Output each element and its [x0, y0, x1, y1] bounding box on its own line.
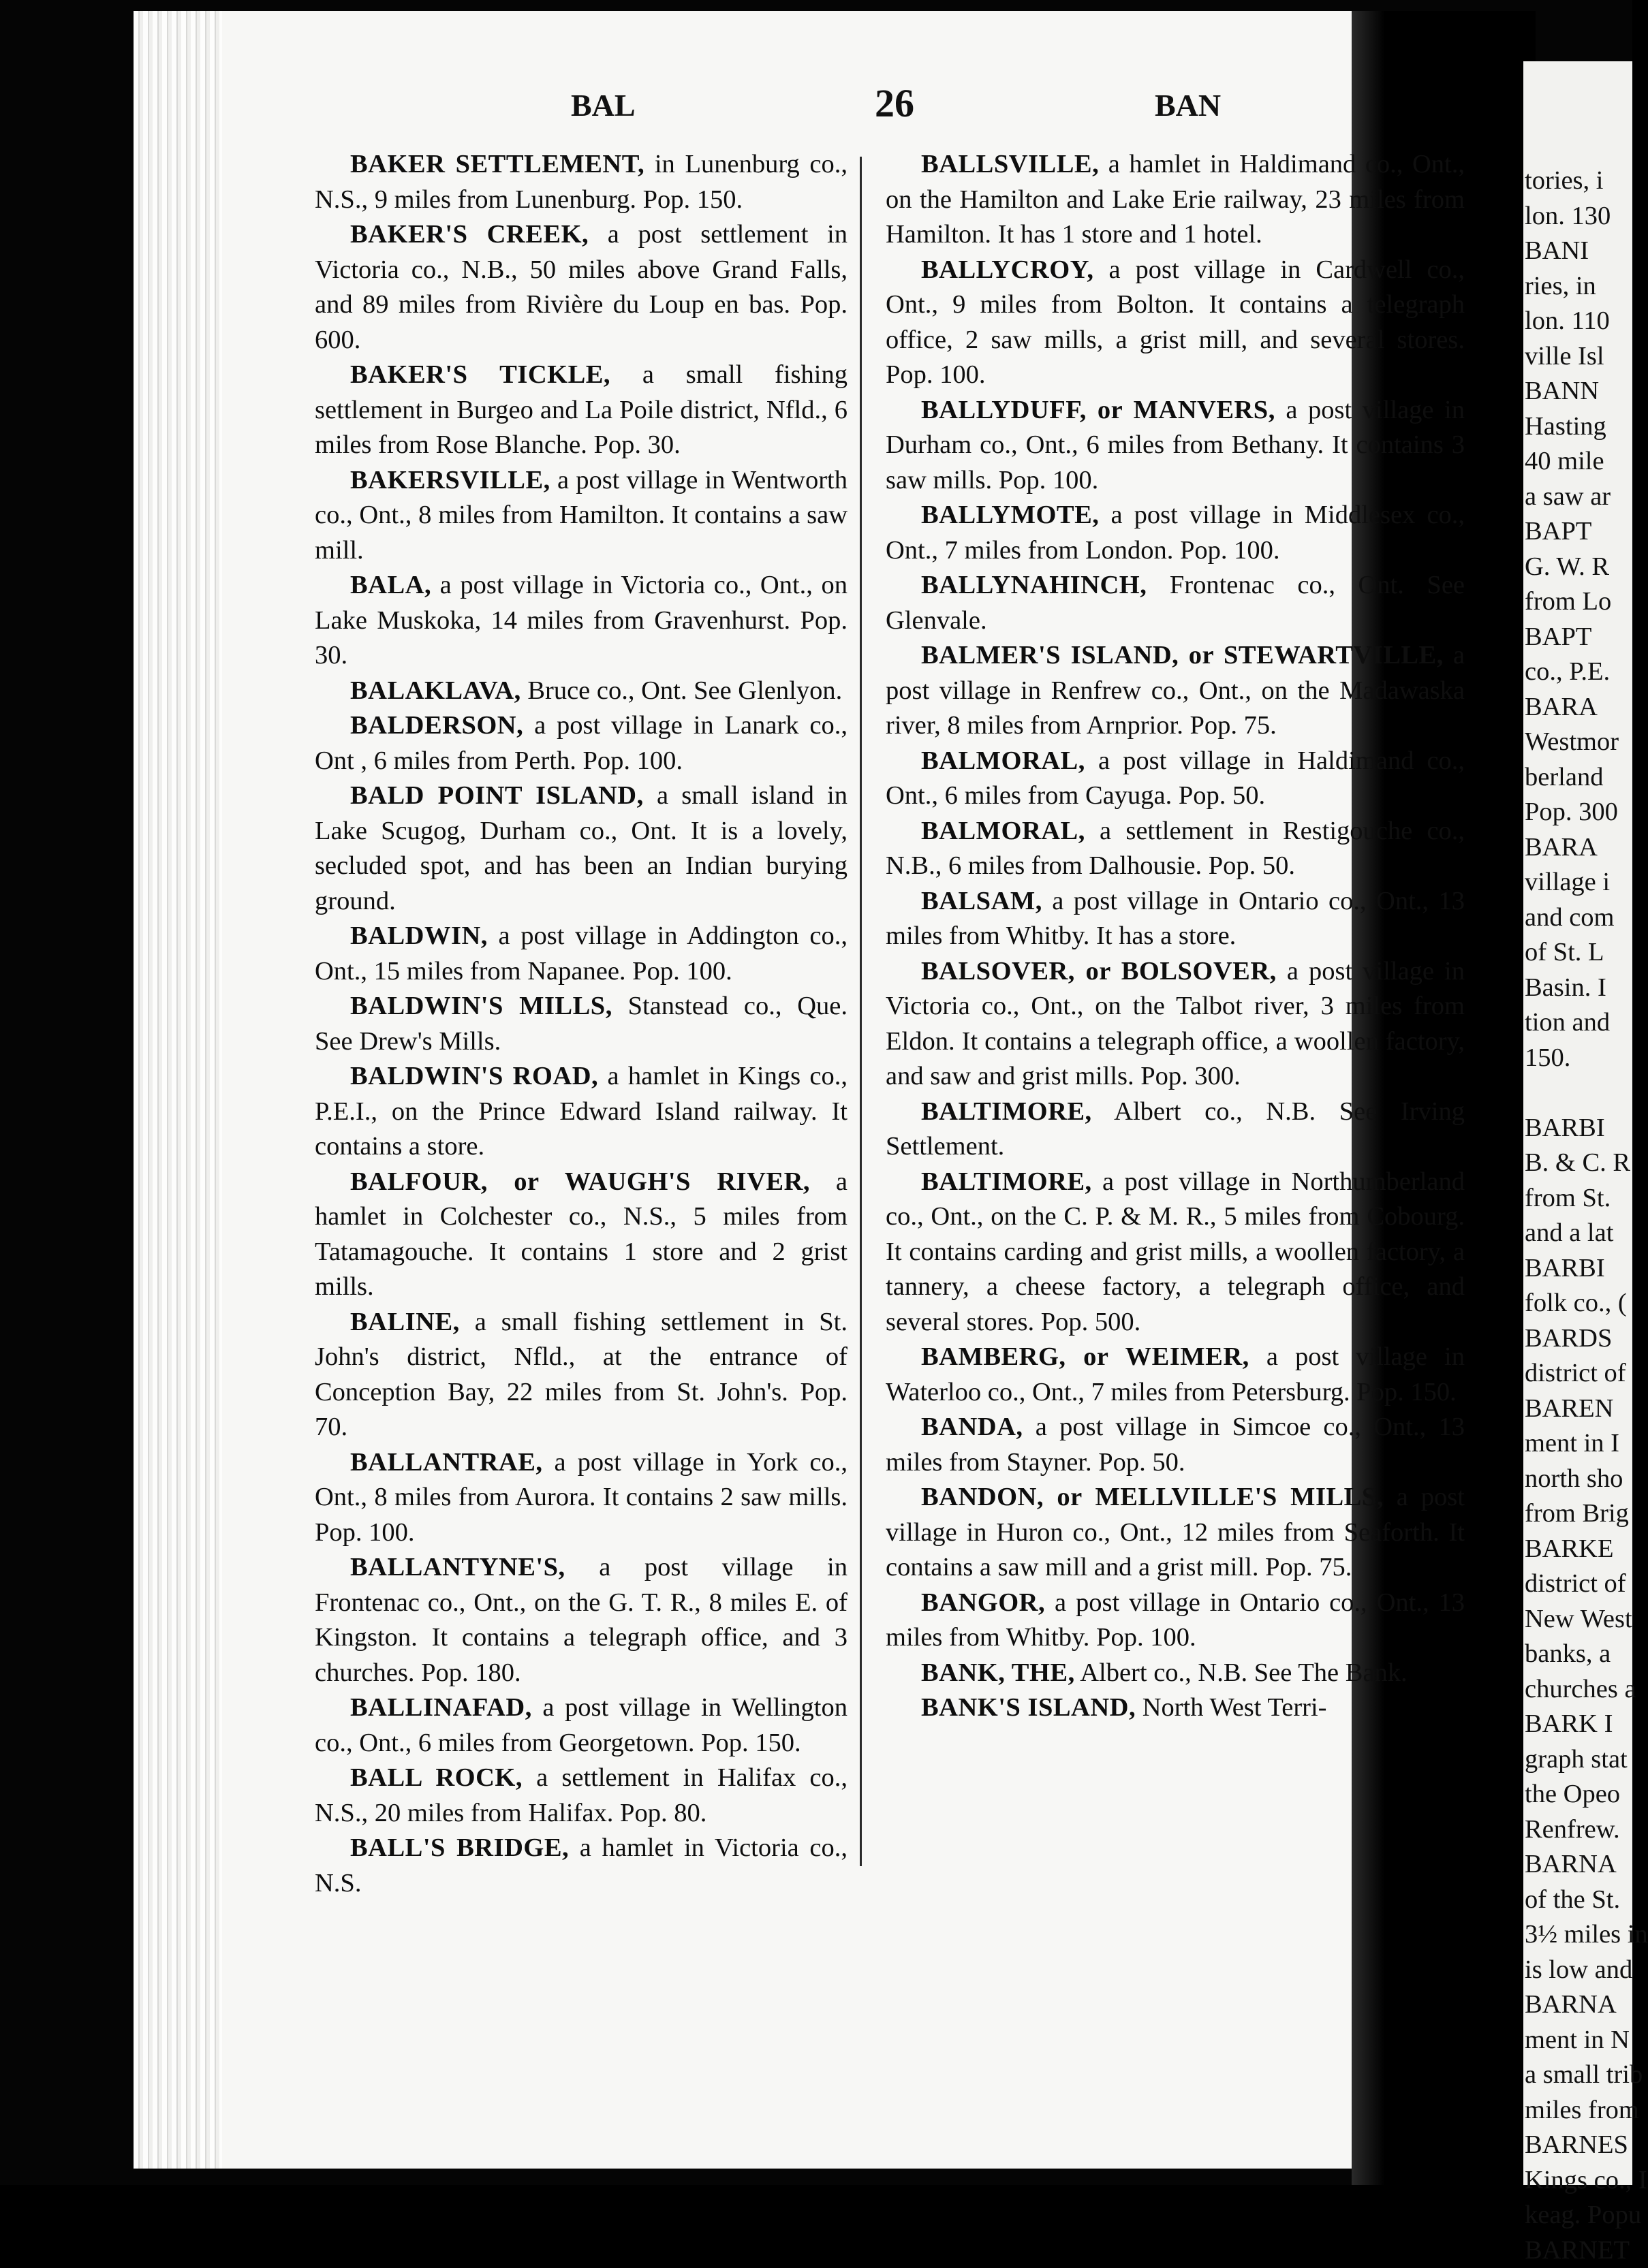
gazetteer-entry	[886, 1340, 1465, 1410]
facing-page-fragment: berland	[1525, 760, 1603, 796]
gazetteer-entry	[886, 744, 1465, 814]
gazetteer-entry	[886, 884, 1465, 954]
entry-headword: BANDON, or MELLVILLE'S MILLS,	[921, 1483, 1384, 1511]
facing-page-fragment: BARBI	[1525, 1111, 1605, 1146]
gazetteer-entry	[315, 989, 848, 1059]
facing-page-fragment: banks, a	[1525, 1637, 1611, 1672]
entry-description: North West Terri-	[1136, 1693, 1326, 1722]
entry-headword: BALA,	[350, 571, 431, 599]
entry-description: Albert co., N.B. See Irving Settlement.	[886, 1097, 1465, 1161]
gazetteer-entry	[315, 358, 848, 463]
entry-headword: BALFOUR, or WAUGH'S RIVER,	[350, 1167, 810, 1196]
entry-headword: BALLYCROY,	[921, 255, 1094, 284]
gazetteer-entry	[886, 1165, 1465, 1340]
entry-description: a post village in Wentworth co., Ont., 8 miles from Hamilton. It contains a saw mill.	[315, 466, 848, 565]
entry-headword: BALL ROCK,	[350, 1763, 523, 1792]
entry-description: a post village in Middlesex co., Ont., 7 miles from London. Pop. 100.	[886, 501, 1465, 565]
entry-description: a hamlet in Haldimand co., Ont., on the Hamilton and Lake Erie railway, 23 miles from Hamilton. It has 1 store and 1 hotel.	[886, 150, 1465, 249]
gazetteer-entry	[886, 393, 1465, 499]
entry-headword: BANK'S ISLAND,	[921, 1693, 1136, 1722]
gazetteer-entry	[886, 954, 1465, 1094]
entry-headword: BAKER'S TICKLE,	[350, 360, 610, 389]
entry-headword: BALD POINT ISLAND,	[350, 781, 644, 810]
entry-description: a post village in Wellington co., Ont., 6 miles from Georgetown. Pop. 150.	[315, 1693, 848, 1757]
facing-page-fragment: keag. Popu	[1525, 2198, 1641, 2233]
entry-description: a hamlet in Colchester co., N.S., 5 miles from Tatamagouche. It contains 1 store and 2 grist mills.	[315, 1167, 848, 1302]
entry-description: Albert co., N.B. See The Bank.	[1075, 1658, 1408, 1687]
running-head-right: BAN	[1155, 87, 1221, 123]
column-divider	[860, 157, 862, 1866]
facing-page-fragment: New West	[1525, 1602, 1632, 1637]
entry-headword: BAKERSVILLE,	[350, 466, 550, 494]
entry-headword: BAKER SETTLEMENT,	[350, 150, 644, 178]
entry-headword: BALAKLAVA,	[350, 676, 521, 705]
facing-page-fragment: ries, in	[1525, 269, 1596, 304]
facing-page-fragment: BANI	[1525, 234, 1589, 269]
facing-page-fragment: from Brig	[1525, 1496, 1629, 1532]
facing-page-fragment: BARNA	[1525, 1847, 1617, 1883]
gazetteer-entry	[886, 1690, 1465, 1726]
left-column	[315, 147, 848, 1901]
entry-headword: BALLANTRAE,	[350, 1448, 543, 1477]
gazetteer-entry	[886, 498, 1465, 568]
facing-page-fragment: B. & C. R	[1525, 1146, 1630, 1181]
facing-page-fragment: district of	[1525, 1566, 1626, 1602]
facing-page-fragment: BAPT	[1525, 620, 1591, 655]
facing-page-fragment: BARBI	[1525, 1251, 1605, 1287]
right-column	[886, 147, 1465, 1726]
facing-page-fragment: 3½ miles in	[1525, 1917, 1648, 1953]
entry-headword: BANDA,	[921, 1413, 1023, 1441]
gazetteer-entry	[886, 253, 1465, 393]
facing-page-fragment: lon. 130	[1525, 199, 1611, 234]
facing-page-fragment: of St. L	[1525, 935, 1604, 971]
entry-headword: BALMER'S ISLAND, or STEWARTVILLE,	[921, 641, 1444, 670]
facing-page-fragment: Kings co., I	[1525, 2163, 1647, 2199]
gazetteer-entry	[315, 1550, 848, 1690]
entry-headword: BALTIMORE,	[921, 1097, 1092, 1126]
entry-headword: BALSAM,	[921, 887, 1042, 915]
facing-page-fragment: 150.	[1525, 1041, 1570, 1076]
facing-page-fragment: ville Isl	[1525, 339, 1604, 375]
facing-page-fragment: miles from	[1525, 2093, 1639, 2128]
entry-headword: BALLYNAHINCH,	[921, 571, 1147, 599]
facing-page-fragment: BAPT	[1525, 514, 1591, 550]
entry-headword: BALTIMORE,	[921, 1167, 1092, 1196]
entry-description: a settlement in Halifax co., N.S., 20 miles from Halifax. Pop. 80.	[315, 1763, 848, 1827]
entry-headword: BALLINAFAD,	[350, 1693, 532, 1722]
gazetteer-entry	[315, 1059, 848, 1165]
gazetteer-entry	[886, 147, 1465, 253]
entry-headword: BALDWIN'S MILLS,	[350, 992, 612, 1020]
gazetteer-entry	[315, 1305, 848, 1445]
gazetteer-entry	[315, 1831, 848, 1901]
entry-headword: BAKER'S CREEK,	[350, 220, 589, 249]
entry-description: a post village in Northumberland co., Ont., on the C. P. & M. R., 5 miles from Cobourg. It contains carding and grist mills, a woollen factory, a tannery, a cheese factory, a telegraph office, and several stores. Pop. 500.	[886, 1167, 1465, 1336]
facing-page-fragment: graph stat	[1525, 1742, 1628, 1778]
entry-headword: BALDWIN'S ROAD,	[350, 1062, 598, 1090]
gazetteer-entry	[315, 1445, 848, 1551]
gazetteer-entry	[886, 1480, 1465, 1586]
facing-page-fragment: BARA	[1525, 690, 1598, 725]
entry-headword: BANK, THE,	[921, 1658, 1075, 1687]
entry-description: a post village in Durham co., Ont., 6 miles from Bethany. It contains 3 saw mills. Pop. 100.	[886, 396, 1465, 494]
entry-headword: BALLSVILLE,	[921, 150, 1099, 178]
gazetteer-entry	[315, 919, 848, 989]
entry-description: a post village in Victoria co., Ont., on the Talbot river, 3 miles from Eldon. It contains a telegraph office, a woollen factory, and saw and grist mills. Pop. 300.	[886, 957, 1465, 1091]
entry-description: a post village in Waterloo co., Ont., 7 miles from Petersburg. Pop. 150.	[886, 1342, 1465, 1406]
entry-description: in Lunenburg co., N.S., 9 miles from Lunenburg. Pop. 150.	[315, 150, 848, 214]
facing-page-fragment: ment in I	[1525, 1426, 1619, 1462]
entry-description: a post settlement in Victoria co., N.B., 50 miles above Grand Falls, and 89 miles from Rivière du Loup en bas. Pop. 600.	[315, 220, 848, 354]
entry-headword: BALINE,	[350, 1308, 460, 1336]
facing-page-fragment: lon. 110	[1525, 304, 1610, 339]
entry-description: a small fishing settlement in St. John's district, Nfld., at the entrance of Conception Bay, 22 miles from St. John's. Pop. 70.	[315, 1308, 848, 1442]
facing-page	[1523, 61, 1632, 2185]
entry-description: Stanstead co., Que. See Drew's Mills.	[315, 992, 848, 1056]
facing-page-fragment: a small trib	[1525, 2058, 1643, 2093]
entry-headword: BALDERSON,	[350, 711, 523, 740]
entry-headword: BALMORAL,	[921, 746, 1085, 775]
gazetteer-entry	[886, 568, 1465, 638]
gazetteer-entry	[315, 1165, 848, 1305]
page-edge-stack	[134, 11, 222, 2169]
entry-description: a post village in Haldimand co., Ont., 6 miles from Cayuga. Pop. 50.	[886, 746, 1465, 810]
facing-page-fragment: BARNES	[1525, 2128, 1628, 2163]
facing-page-fragment: BARA	[1525, 830, 1598, 866]
entry-headword: BALLYMOTE,	[921, 501, 1099, 529]
entry-description: a small fishing settlement in Burgeo and La Poile district, Nfld., 6 miles from Rose Blanche. Pop. 30.	[315, 360, 848, 459]
entry-headword: BANGOR,	[921, 1588, 1045, 1617]
entry-headword: BALLYDUFF, or MANVERS,	[921, 396, 1275, 424]
facing-page-fragment: folk co., (	[1525, 1286, 1627, 1321]
facing-page-fragment: ment in N	[1525, 2023, 1630, 2058]
facing-page-fragment: district of	[1525, 1356, 1626, 1391]
facing-page-fragment: Hasting	[1525, 409, 1606, 445]
page-number: 26	[875, 80, 914, 126]
entry-headword: BALMORAL,	[921, 817, 1085, 845]
facing-page-fragment: BARK I	[1525, 1707, 1613, 1742]
facing-page-fragment: the Opeo	[1525, 1777, 1620, 1812]
gazetteer-entry	[315, 674, 848, 709]
gazetteer-entry	[315, 147, 848, 217]
gazetteer-entry	[886, 814, 1465, 884]
facing-page-fragment: Renfrew.	[1525, 1812, 1620, 1848]
gazetteer-entry	[315, 1761, 848, 1831]
facing-page-fragment: north sho	[1525, 1462, 1623, 1497]
facing-page-fragment: Basin. I	[1525, 971, 1606, 1006]
facing-page-fragment: a saw ar	[1525, 479, 1611, 515]
gazetteer-entry	[315, 1690, 848, 1761]
facing-page-fragment: village i	[1525, 865, 1610, 900]
entry-description: a settlement in Restigouche co., N.B., 6 miles from Dalhousie. Pop. 50.	[886, 817, 1465, 881]
facing-page-fragment: churches a	[1525, 1672, 1636, 1707]
entry-description: a hamlet in Kings co., P.E.I., on the Prince Edward Island railway. It contains a store.	[315, 1062, 848, 1161]
facing-page-fragment: of the St.	[1525, 1883, 1620, 1918]
facing-page-fragment: BANN	[1525, 374, 1599, 409]
running-head-left: BAL	[571, 87, 636, 123]
facing-page-fragment: and a lat	[1525, 1216, 1613, 1251]
entry-headword: BALSOVER, or BOLSOVER,	[921, 957, 1277, 986]
gazetteer-entry	[886, 638, 1465, 744]
facing-page-fragment: tion and	[1525, 1005, 1610, 1041]
facing-page-fragment: 40 mile	[1525, 444, 1604, 479]
entry-description: a post village in Ontario co., Ont., 13 miles from Whitby. Pop. 100.	[886, 1588, 1465, 1652]
gazetteer-entry	[886, 1094, 1465, 1165]
entry-description: a post village in York co., Ont., 8 miles from Aurora. It contains 2 saw mills. Pop. 100.	[315, 1448, 848, 1547]
entry-headword: BALLANTYNE'S,	[350, 1553, 565, 1581]
entry-description: a post village in Cardwell co., Ont., 9 miles from Bolton. It contains a telegraph office, 2 saw mills, a grist mill, and several stores. Pop. 100.	[886, 255, 1465, 390]
gazetteer-entry	[886, 1410, 1465, 1480]
facing-page-fragment: BARDS	[1525, 1321, 1612, 1357]
facing-page-fragment: BARNET	[1525, 2233, 1630, 2268]
gazetteer-entry	[315, 568, 848, 674]
gazetteer-entry	[315, 778, 848, 919]
gazetteer-entry	[315, 463, 848, 569]
facing-page-fragment: BARNA	[1525, 1987, 1617, 2023]
entry-description: a hamlet in Victoria co., N.S.	[315, 1833, 848, 1897]
entry-description: a post village in Huron co., Ont., 12 miles from Seaforth. It contains a saw mill and a grist mill. Pop. 75.	[886, 1483, 1465, 1581]
facing-page-fragment: G. W. R	[1525, 550, 1609, 585]
facing-page-fragment: Pop. 300	[1525, 795, 1618, 830]
facing-page-fragment: BARKE	[1525, 1532, 1613, 1567]
entry-description: a post village in Simcoe co., Ont., 13 miles from Stayner. Pop. 50.	[886, 1413, 1465, 1477]
entry-description: Frontenac co., Ont. See Glenvale.	[886, 571, 1465, 635]
gazetteer-entry	[886, 1586, 1465, 1656]
entry-description: a post village in Frontenac co., Ont., on the G. T. R., 8 miles E. of Kingston. It contains a telegraph office, and 3 churches. Pop. 180.	[315, 1553, 848, 1687]
facing-page-fragment: from St.	[1525, 1181, 1611, 1216]
entry-headword: BALL'S BRIDGE,	[350, 1833, 569, 1862]
entry-description: a post village in Ontario co., Ont., 13 miles from Whitby. It has a store.	[886, 887, 1465, 951]
facing-page-fragment: tories, i	[1525, 163, 1603, 199]
entry-description: Bruce co., Ont. See Glenlyon.	[521, 676, 843, 705]
entry-description: a post village in Lanark co., Ont , 6 miles from Perth. Pop. 100.	[315, 711, 848, 775]
entry-description: a post village in Victoria co., Ont., on Lake Muskoka, 14 miles from Gravenhurst. Pop. 30.	[315, 571, 848, 670]
facing-page-fragment: from Lo	[1525, 584, 1611, 620]
entry-headword: BAMBERG, or WEIMER,	[921, 1342, 1249, 1371]
facing-page-fragment: Westmor	[1525, 725, 1619, 760]
gazetteer-entry	[315, 708, 848, 778]
gazetteer-entry	[886, 1656, 1465, 1691]
facing-page-fragment: BAREN	[1525, 1391, 1613, 1427]
entry-description: a small island in Lake Scugog, Durham co., Ont. It is a lovely, secluded spot, and has been an Indian burying ground.	[315, 781, 848, 915]
entry-description: a post village in Renfrew co., Ont., on the Madawaska river, 8 miles from Arnprior. Pop. 75.	[886, 641, 1465, 740]
facing-page-fragment: and com	[1525, 900, 1615, 936]
facing-page-fragment: is low and	[1525, 1953, 1632, 1988]
gazetteer-entry	[315, 217, 848, 358]
facing-page-fragment: co., P.E.	[1525, 655, 1610, 690]
entry-headword: BALDWIN,	[350, 922, 488, 950]
entry-description: a post village in Addington co., Ont., 15 miles from Napanee. Pop. 100.	[315, 922, 848, 986]
